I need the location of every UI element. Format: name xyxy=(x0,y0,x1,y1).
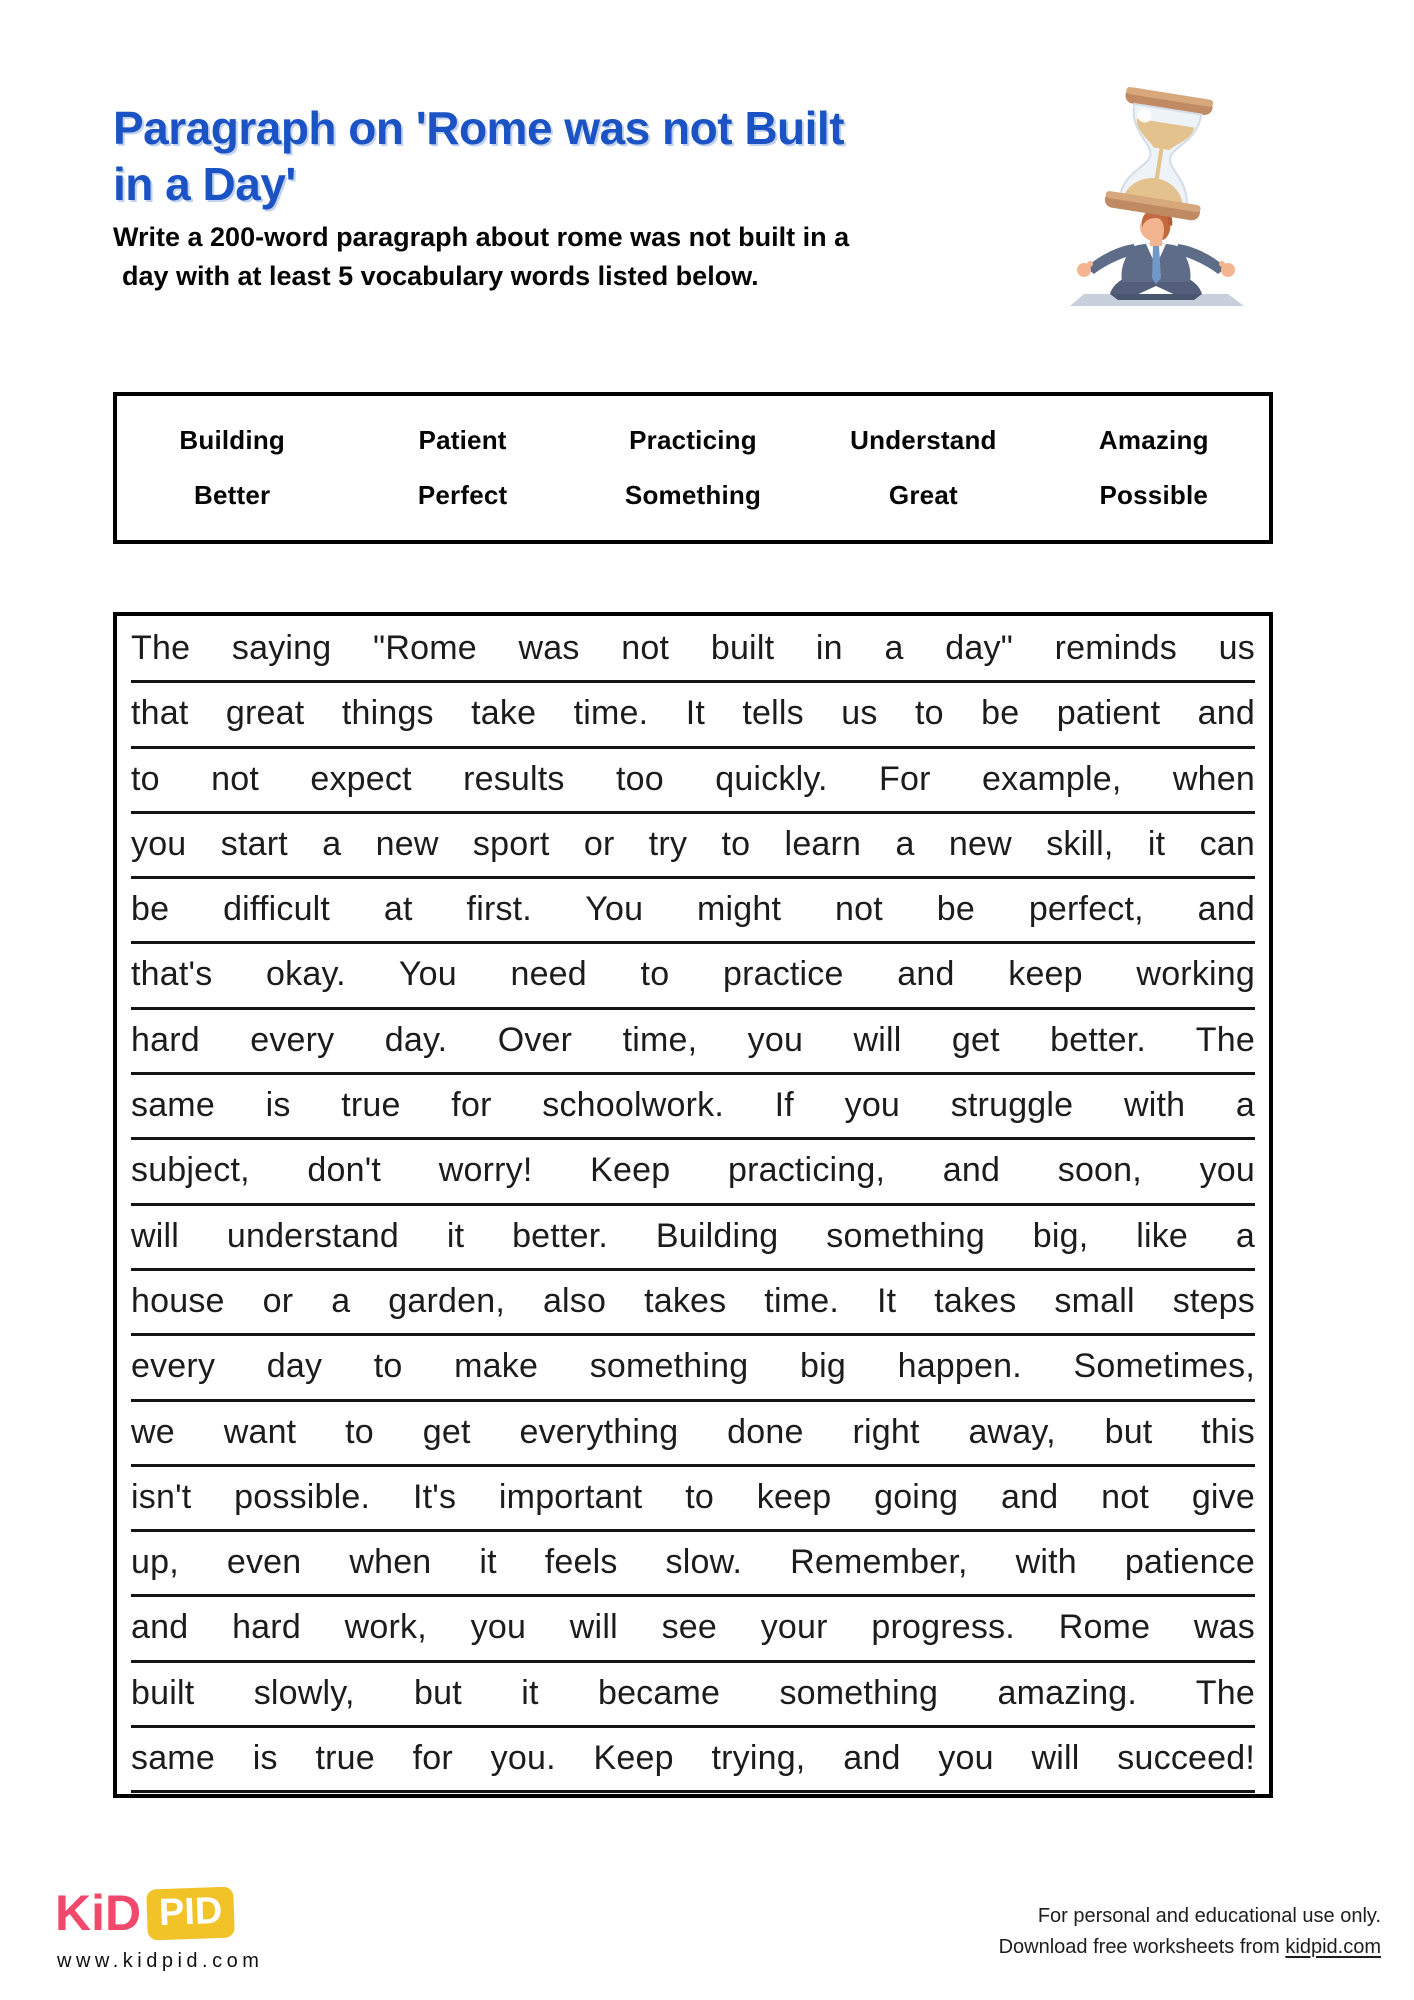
paragraph-line: isn't possible. It's important to keep going and not give xyxy=(131,1467,1255,1532)
paragraph-line: hard every day. Over time, you will get better. The xyxy=(131,1010,1255,1075)
vocab-word: Something xyxy=(624,479,762,510)
hourglass-icon xyxy=(1104,86,1218,221)
paragraph-line: and hard work, you will see your progress. Rome was xyxy=(131,1597,1255,1662)
meditation-illustration-svg xyxy=(1032,86,1280,308)
usage-note-line2-prefix: Download free worksheets from xyxy=(998,1936,1286,1958)
page-title-line2: in a Day' xyxy=(113,158,296,211)
paragraph-line: we want to get everything done right away, but this xyxy=(131,1402,1255,1467)
usage-note-line1: For personal and educational use only. xyxy=(1037,1905,1381,1927)
vocab-word: Practicing xyxy=(629,425,757,456)
kidpid-link[interactable]: kidpid.com xyxy=(1285,1936,1381,1958)
vocab-word: Amazing xyxy=(1098,425,1209,456)
paragraph-line: be difficult at first. You might not be perfect, and xyxy=(131,879,1255,944)
vocab-word: Perfect xyxy=(417,479,508,510)
paragraph-line: same is true for schoolwork. If you struggle with a xyxy=(131,1075,1255,1140)
vocabulary-row-1 xyxy=(117,425,1269,456)
page-title-line1: Paragraph on 'Rome was not Built xyxy=(113,102,845,154)
vocab-word: Possible xyxy=(1099,479,1209,510)
vocab-word: Great xyxy=(888,479,958,510)
vocabulary-row-2 xyxy=(117,480,1269,511)
paragraph-box xyxy=(113,612,1273,1798)
instructions-line1: Write a 200-word paragraph about rome was not built in a xyxy=(113,222,850,252)
paragraph-line: to not expect results too quickly. For example, when xyxy=(131,749,1255,814)
paragraph-line: that's okay. You need to practice and keep working xyxy=(131,944,1255,1009)
paragraph-line: same is true for you. Keep trying, and you will succeed! xyxy=(131,1728,1255,1793)
usage-note-line2 xyxy=(999,1932,1381,1963)
paragraph-line: built slowly, but it became something amazing. The xyxy=(131,1663,1255,1728)
paragraph-line: house or a garden, also takes time. It takes small steps xyxy=(131,1271,1255,1336)
logo-pid-badge: PID xyxy=(146,1886,235,1940)
vocab-word: Understand xyxy=(850,425,997,456)
paragraph-line: you start a new sport or try to learn a new skill, it can xyxy=(131,814,1255,879)
vocab-word: Patient xyxy=(418,425,507,456)
vocab-word: Building xyxy=(179,425,285,456)
kidpid-logo xyxy=(55,1884,234,1942)
vocab-word: Better xyxy=(194,479,271,510)
instructions-line2: day with at least 5 vocabulary words listed below. xyxy=(122,261,759,292)
paragraph-line: subject, don't worry! Keep practicing, and soon, you xyxy=(131,1140,1255,1205)
page-title xyxy=(113,100,1013,212)
instructions xyxy=(113,218,933,296)
paragraph-line: that great things take time. It tells us to be patient and xyxy=(131,683,1255,748)
website-url: www.kidpid.com xyxy=(57,1950,264,1972)
logo-kid-text: KiD xyxy=(55,1885,142,1941)
paragraph-line: up, even when it feels slow. Remember, with patience xyxy=(131,1532,1255,1597)
usage-note xyxy=(999,1901,1381,1963)
vocabulary-box xyxy=(113,392,1273,544)
paragraph-line: The saying "Rome was not built in a day" reminds us xyxy=(131,618,1255,683)
paragraph-line: every day to make something big happen. Sometimes, xyxy=(131,1336,1255,1401)
meditating-man-with-hourglass-icon xyxy=(1032,86,1280,308)
paragraph-line: will understand it better. Building something big, like a xyxy=(131,1206,1255,1271)
